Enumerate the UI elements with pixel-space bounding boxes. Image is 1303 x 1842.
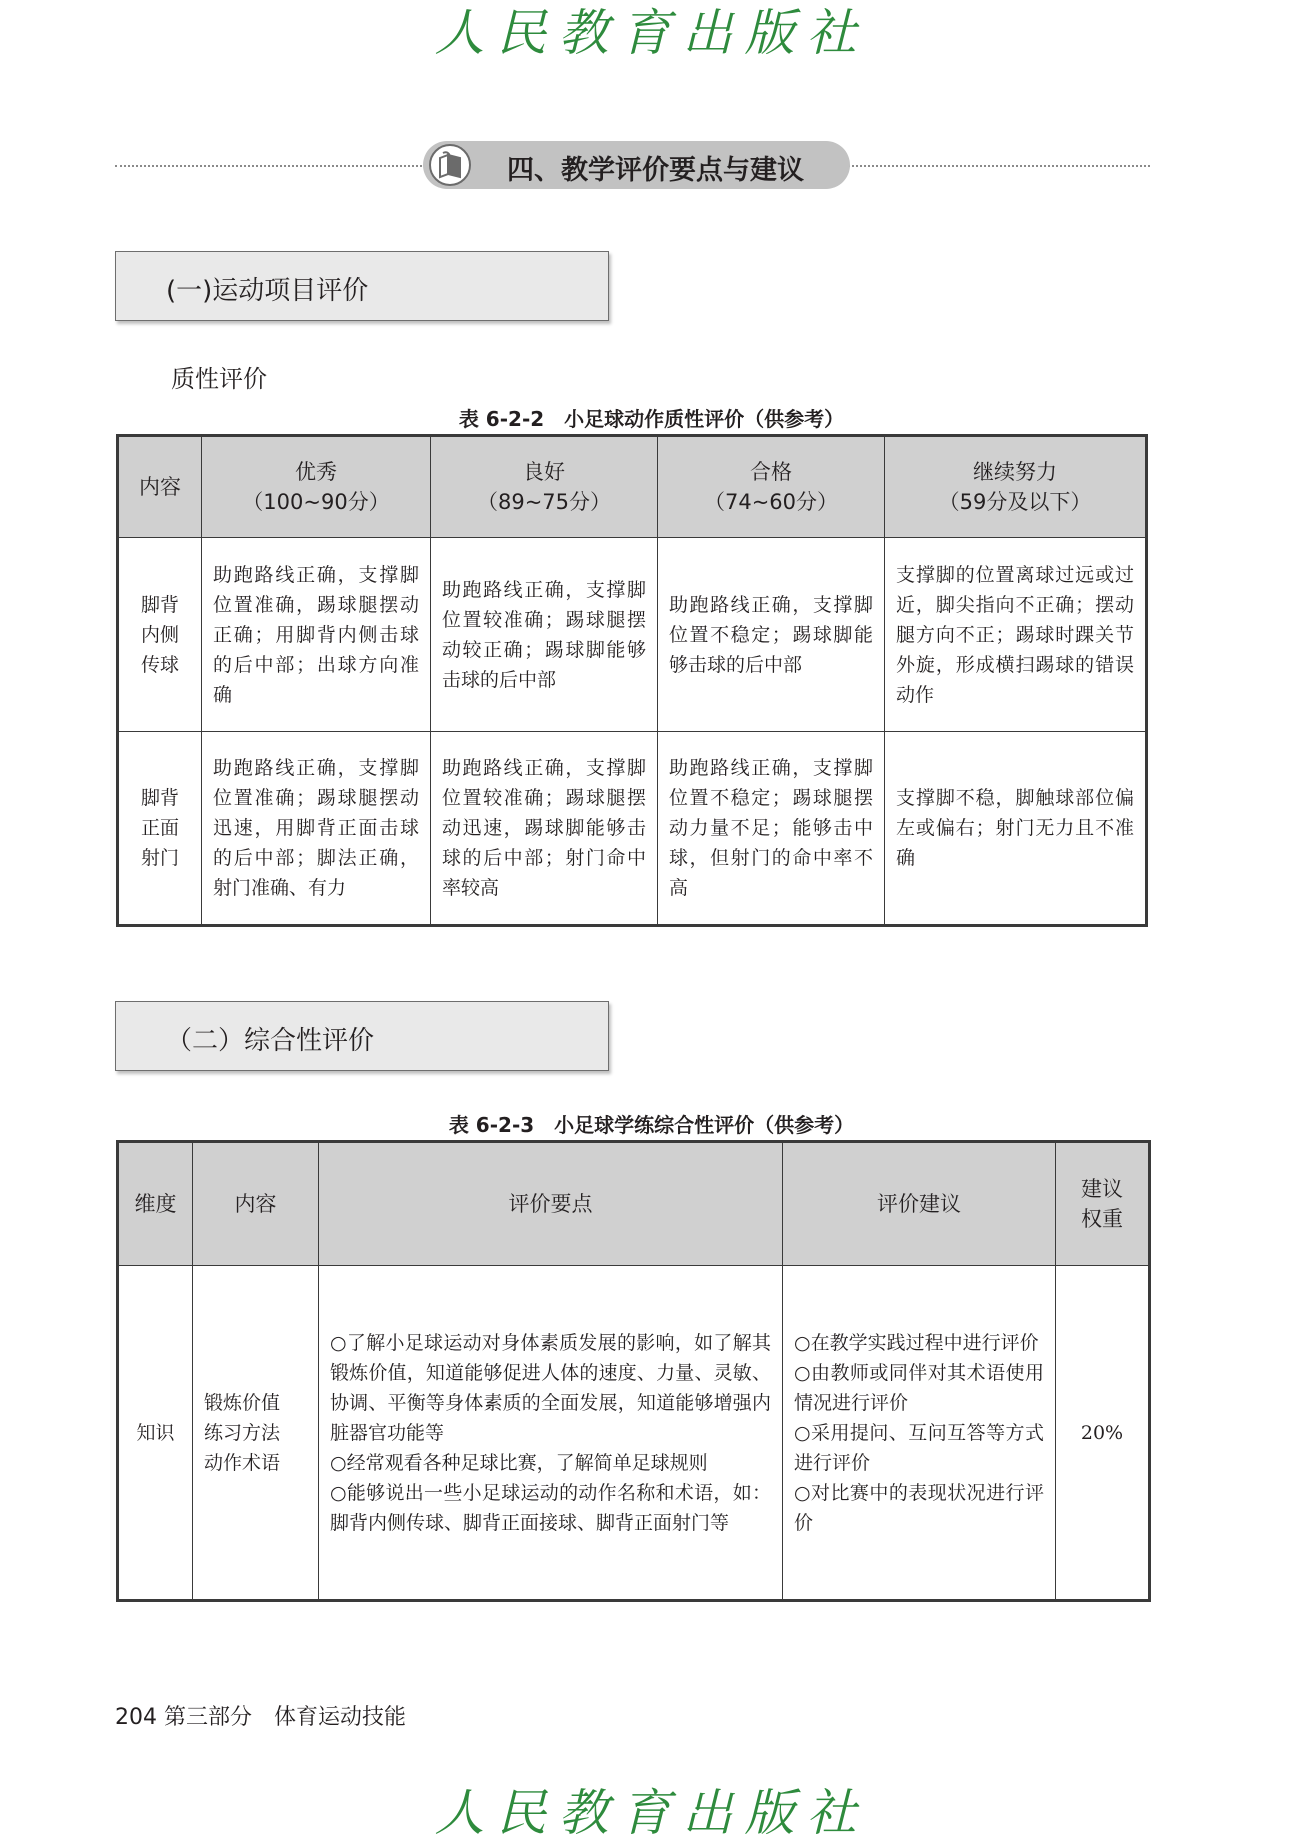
subsection-title: （二）综合性评价 [166, 1026, 375, 1056]
evaluation-point: ○了解小足球运动对身体素质发展的影响，如了解其锻炼价值，知道能够促进人体的速度、力量、灵敏、协调、平衡等身体素质的全面发展，知道能够增强内脏器官功能等 [330, 1331, 771, 1444]
table-row [118, 1266, 1150, 1601]
header-content: 内容 [193, 1142, 319, 1266]
table-caption: 表 6-2-3 小足球学练综合性评价（供参考） [448, 1113, 855, 1137]
table-header-row [118, 436, 1147, 538]
header-pass: 合格 （74~60分） [658, 436, 885, 538]
row-content: 脚背 正面 射门 [118, 732, 202, 926]
evaluation-point: ○经常观看各种足球比赛，了解简单足球规则 [330, 1451, 708, 1474]
page-number: 204 [115, 1705, 157, 1730]
cell-keep-trying: 支撑脚不稳，脚触球部位偏左或偏右；射门无力且不准确 [885, 732, 1147, 926]
header-evaluation-points: 评价要点 [319, 1142, 783, 1266]
header-suggested-weight: 建议 权重 [1056, 1142, 1150, 1266]
row-content: 脚背 内侧 传球 [118, 538, 202, 732]
header-excellent: 优秀 （100~90分） [202, 436, 431, 538]
section-title: 四、教学评价要点与建议 [507, 155, 804, 186]
part-title: 第三部分 体育运动技能 [164, 1705, 407, 1730]
table-caption: 表 6-2-2 小足球动作质性评价（供参考） [458, 407, 845, 431]
cell-good: 助跑路线正确，支撑脚位置较准确；踢球腿摆动迅速，踢球脚能够击球的后中部；射门命中率较高 [431, 732, 658, 926]
cell-evaluation-points [319, 1266, 783, 1601]
publisher-watermark-top: 人民教育出版社 [434, 4, 869, 62]
cell-dimension: 知识 [118, 1266, 193, 1601]
comprehensive-evaluation-table [116, 1140, 1151, 1602]
table-row [118, 732, 1147, 926]
table-row [118, 538, 1147, 732]
cell-good: 助跑路线正确，支撑脚位置较准确；踢球腿摆动较正确；踢球脚能够击球的后中部 [431, 538, 658, 732]
quality-evaluation-label: 质性评价 [171, 365, 267, 393]
cell-evaluation-suggestions [783, 1266, 1056, 1601]
cell-pass: 助跑路线正确，支撑脚位置不稳定；踢球脚能够击球的后中部 [658, 538, 885, 732]
subsection-heading-sport-evaluation [115, 251, 609, 321]
cell-keep-trying: 支撑脚的位置离球过远或过近，脚尖指向不正确；摆动腿方向不正；踢球时踝关节外旋，形成横扫踢球的错误动作 [885, 538, 1147, 732]
page-footer [115, 1700, 406, 1731]
cell-pass: 助跑路线正确，支撑脚位置不稳定；踢球腿摆动力量不足；能够击中球，但射门的命中率不高 [658, 732, 885, 926]
cell-weight: 20% [1056, 1266, 1150, 1601]
header-dimension: 维度 [118, 1142, 193, 1266]
header-keep-trying: 继续努力 （59分及以下） [885, 436, 1147, 538]
cell-excellent: 助跑路线正确，支撑脚位置准确；踢球腿摆动迅速，用脚背正面击球的后中部；脚法正确，射门准确、有力 [202, 732, 431, 926]
evaluation-point: ○能够说出一些小足球运动的动作名称和术语，如：脚背内侧传球、脚背正面接球、脚背正面射门等 [330, 1481, 771, 1534]
cell-content: 锻炼价值 练习方法 动作术语 [193, 1266, 319, 1601]
book-icon [429, 144, 471, 186]
cell-excellent: 助跑路线正确，支撑脚位置准确，踢球腿摆动正确；用脚背内侧击球的后中部；出球方向准确 [202, 538, 431, 732]
evaluation-suggestion: ○由教师或同伴对其术语使用情况进行评价 [794, 1361, 1044, 1414]
section-banner [423, 141, 850, 189]
evaluation-suggestion: ○对比赛中的表现状况进行评价 [794, 1481, 1044, 1534]
subsection-title: (一)运动项目评价 [166, 276, 369, 306]
header-evaluation-suggestions: 评价建议 [783, 1142, 1056, 1266]
publisher-watermark-bottom: 人民教育出版社 [434, 1784, 869, 1842]
table-header-row [118, 1142, 1150, 1266]
subsection-heading-comprehensive-evaluation [115, 1001, 609, 1071]
evaluation-suggestion: ○在教学实践过程中进行评价 [794, 1331, 1039, 1354]
header-content: 内容 [118, 436, 202, 538]
evaluation-suggestion: ○采用提问、互问互答等方式进行评价 [794, 1421, 1044, 1474]
quality-evaluation-table [116, 434, 1148, 927]
header-good: 良好 （89~75分） [431, 436, 658, 538]
